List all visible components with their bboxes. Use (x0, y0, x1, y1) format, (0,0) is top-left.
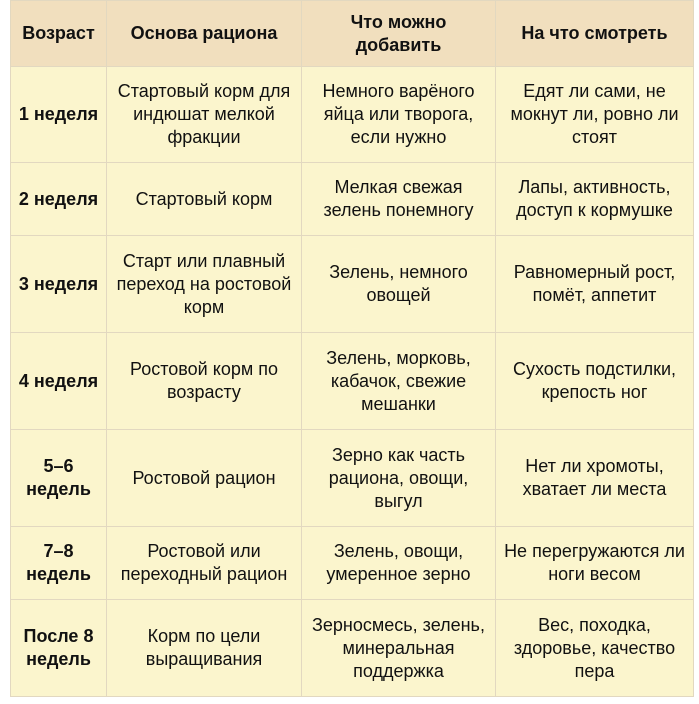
diet-base-cell: Ростовой корм по возрасту (107, 333, 302, 430)
watch-cell: Сухость подстилки, крепость ног (496, 333, 694, 430)
table-row (11, 333, 694, 430)
diet-base-cell: Корм по цели выращивания (107, 600, 302, 697)
additions-cell: Зелень, немного овощей (302, 236, 496, 333)
watch-cell: Лапы, активность, доступ к кормушке (496, 163, 694, 236)
age-cell: 4 неделя (11, 333, 107, 430)
diet-base-cell: Ростовой рацион (107, 430, 302, 527)
table-row (11, 430, 694, 527)
watch-cell: Равномерный рост, помёт, аппетит (496, 236, 694, 333)
age-cell: 2 неделя (11, 163, 107, 236)
diet-base-cell: Стартовый корм (107, 163, 302, 236)
table-header-row (11, 1, 694, 67)
table-row (11, 163, 694, 236)
diet-base-cell: Стартовый корм для индюшат мелкой фракции (107, 67, 302, 163)
age-cell: 7–8 недель (11, 527, 107, 600)
watch-cell: Не перегружаются ли ноги весом (496, 527, 694, 600)
feeding-schedule-table (10, 0, 694, 697)
additions-cell: Зерносмесь, зелень, минеральная поддержка (302, 600, 496, 697)
watch-cell: Нет ли хромоты, хватает ли места (496, 430, 694, 527)
diet-base-cell: Старт или плавный переход на ростовой корм (107, 236, 302, 333)
table-row (11, 67, 694, 163)
table-row (11, 236, 694, 333)
age-cell: 3 неделя (11, 236, 107, 333)
additions-cell: Зелень, морковь, кабачок, свежие мешанки (302, 333, 496, 430)
age-cell: 1 неделя (11, 67, 107, 163)
additions-cell: Зелень, овощи, умеренное зерно (302, 527, 496, 600)
watch-cell: Едят ли сами, не мокнут ли, ровно ли стоят (496, 67, 694, 163)
header-what-to-watch: На что смотреть (496, 1, 694, 67)
age-cell: После 8 недель (11, 600, 107, 697)
table-row (11, 600, 694, 697)
additions-cell: Мелкая свежая зелень понемногу (302, 163, 496, 236)
feeding-schedule-table-wrap (10, 0, 693, 697)
header-age: Возраст (11, 1, 107, 67)
header-diet-base: Основа рациона (107, 1, 302, 67)
header-additions: Что можно добавить (302, 1, 496, 67)
watch-cell: Вес, походка, здоровье, качество пера (496, 600, 694, 697)
diet-base-cell: Ростовой или переходный рацион (107, 527, 302, 600)
additions-cell: Немного варёного яйца или творога, если нужно (302, 67, 496, 163)
table-row (11, 527, 694, 600)
additions-cell: Зерно как часть рациона, овощи, выгул (302, 430, 496, 527)
age-cell: 5–6 недель (11, 430, 107, 527)
